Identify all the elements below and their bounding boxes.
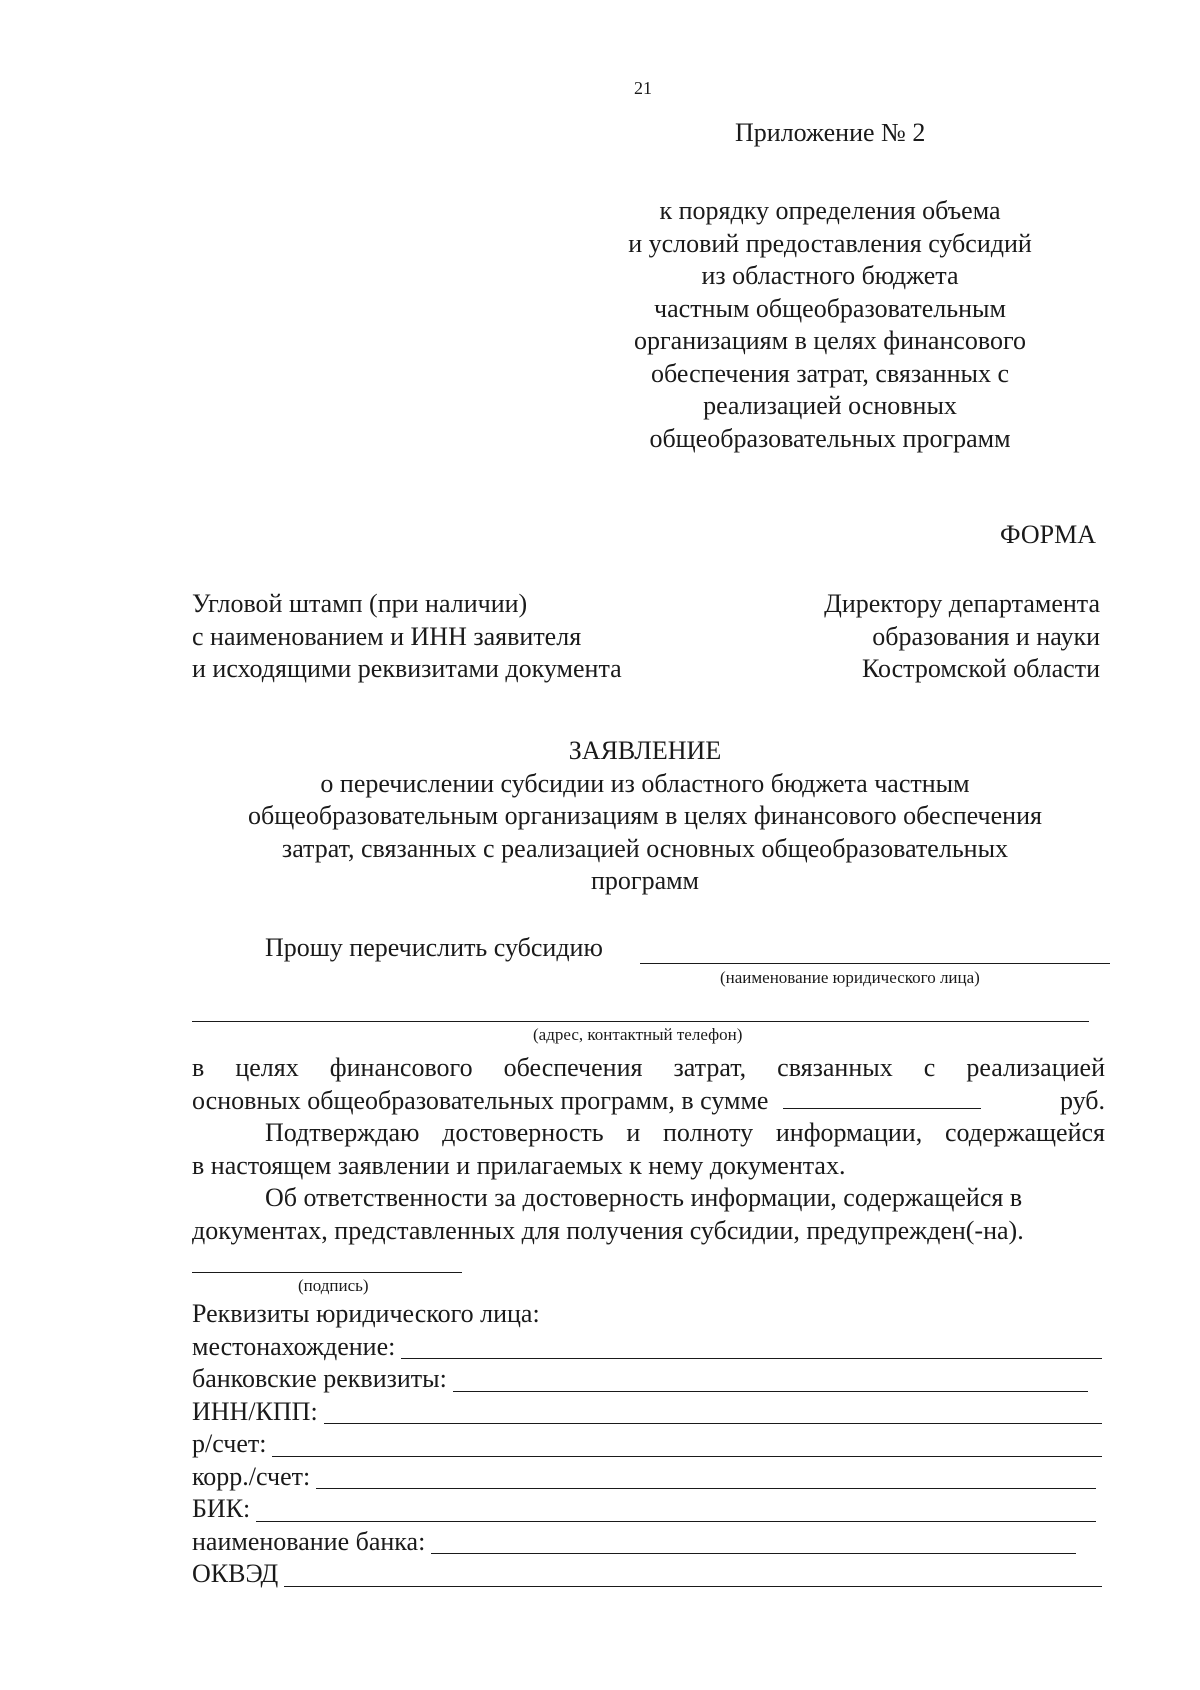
responsibility-line: Об ответственности за достоверность информации, содержащейся в xyxy=(265,1183,1023,1212)
appendix-line: реализацией основных xyxy=(703,391,957,420)
inn-kpp-field[interactable] xyxy=(324,1401,1102,1424)
requisites-heading-text: Реквизиты юридического лица: xyxy=(192,1299,540,1328)
requisite-row-inn-kpp xyxy=(192,1396,1102,1429)
requisite-label: корр./счет: xyxy=(192,1461,311,1491)
requisite-label: местонахождение: xyxy=(192,1331,396,1361)
page-number: 21 xyxy=(634,78,652,98)
responsibility-line: документах, представленных для получения субсидии, предупрежден(-на). xyxy=(192,1215,1024,1245)
requisite-label: ОКВЭД xyxy=(192,1559,279,1588)
requisite-label: наименование банка: xyxy=(192,1526,426,1556)
requisites-heading xyxy=(192,1298,1102,1331)
entity-name-field[interactable] xyxy=(640,963,1110,964)
addressee-line: образования и науки xyxy=(872,621,1100,651)
appendix-line: к порядку определения объема xyxy=(659,196,1001,225)
appendix-line: организациям в целях финансового xyxy=(633,326,1027,355)
bank-details-field[interactable] xyxy=(453,1369,1088,1392)
request-lead-text: Прошу перечислить субсидию xyxy=(265,933,603,962)
amount-field[interactable] xyxy=(783,1086,981,1109)
signature-caption: (подпись) xyxy=(298,1276,369,1295)
requisites-block xyxy=(192,1298,1102,1591)
bik-field[interactable] xyxy=(256,1499,1096,1522)
statement-heading: ЗАЯВЛЕНИЕ xyxy=(568,736,722,765)
confirmation-paragraph xyxy=(192,1117,1105,1182)
requisite-row-okved xyxy=(192,1558,1102,1591)
statement-title xyxy=(160,735,1130,898)
appendix-line: общеобразовательных программ xyxy=(649,423,1011,453)
requisite-label: БИК: xyxy=(192,1494,251,1523)
corner-stamp-note xyxy=(192,588,622,686)
requisite-row-bank-details xyxy=(192,1363,1102,1396)
account-field[interactable] xyxy=(272,1434,1102,1457)
address-field[interactable] xyxy=(192,1021,1089,1022)
requisite-row-location xyxy=(192,1331,1102,1364)
location-field[interactable] xyxy=(401,1336,1102,1359)
addressee-block xyxy=(770,588,1100,686)
requisite-row-corr-account xyxy=(192,1461,1102,1494)
stamp-line: и исходящими реквизитами документа xyxy=(192,654,622,683)
entity-name-caption: (наименование юридического лица) xyxy=(720,968,980,987)
purpose-paragraph xyxy=(192,1052,1105,1117)
signature-field[interactable] xyxy=(192,1272,462,1273)
confirmation-line: Подтверждаю достоверность и полноту информации, содержащейся xyxy=(265,1118,1105,1147)
requisite-row-bank-name xyxy=(192,1526,1102,1559)
request-lead xyxy=(265,933,603,963)
okved-field[interactable] xyxy=(284,1564,1102,1587)
statement-subtitle-line: программ xyxy=(590,866,700,895)
appendix-line: обеспечения затрат, связанных с xyxy=(651,358,1009,388)
appendix-line: из областного бюджета xyxy=(701,261,959,290)
requisite-label: р/счет: xyxy=(192,1429,267,1458)
confirmation-line: в настоящем заявлении и прилагаемых к нему документах. xyxy=(192,1150,846,1180)
stamp-line: Угловой штамп (при наличии) xyxy=(192,589,528,618)
addressee-line: Директору департамента xyxy=(824,589,1100,618)
stamp-line: с наименованием и ИНН заявителя xyxy=(192,621,582,651)
appendix-title: Приложение № 2 xyxy=(735,118,926,147)
purpose-line: в целях финансового обеспечения затрат, связанных с реализацией xyxy=(192,1053,1105,1082)
purpose-line-amount xyxy=(192,1085,1105,1118)
addressee-line: Костромской области xyxy=(861,654,1100,683)
appendix-line: частным общеобразовательным xyxy=(654,293,1006,323)
bank-name-field[interactable] xyxy=(431,1531,1076,1554)
requisite-label: банковские реквизиты: xyxy=(192,1364,447,1393)
statement-subtitle-line: затрат, связанных с реализацией основных общеобразовательных xyxy=(281,833,1009,863)
form-label: ФОРМА xyxy=(1000,520,1096,549)
address-caption: (адрес, контактный телефон) xyxy=(533,1025,743,1044)
purpose-line-text: основных общеобразовательных программ, в сумме xyxy=(192,1085,769,1115)
appendix-line: и условий предоставления субсидий xyxy=(628,228,1032,258)
requisite-label: ИНН/КПП: xyxy=(192,1396,318,1426)
requisite-row-bik xyxy=(192,1493,1102,1526)
statement-subtitle-line: о перечислении субсидии из областного бюджета частным xyxy=(320,768,970,798)
appendix-description xyxy=(590,195,1070,455)
statement-subtitle-line: общеобразовательным организациям в целях финансового обеспечения xyxy=(248,801,1042,830)
requisite-row-account xyxy=(192,1428,1102,1461)
currency-label: руб. xyxy=(1059,1085,1105,1115)
responsibility-paragraph xyxy=(192,1182,1105,1247)
corr-account-field[interactable] xyxy=(316,1466,1096,1489)
